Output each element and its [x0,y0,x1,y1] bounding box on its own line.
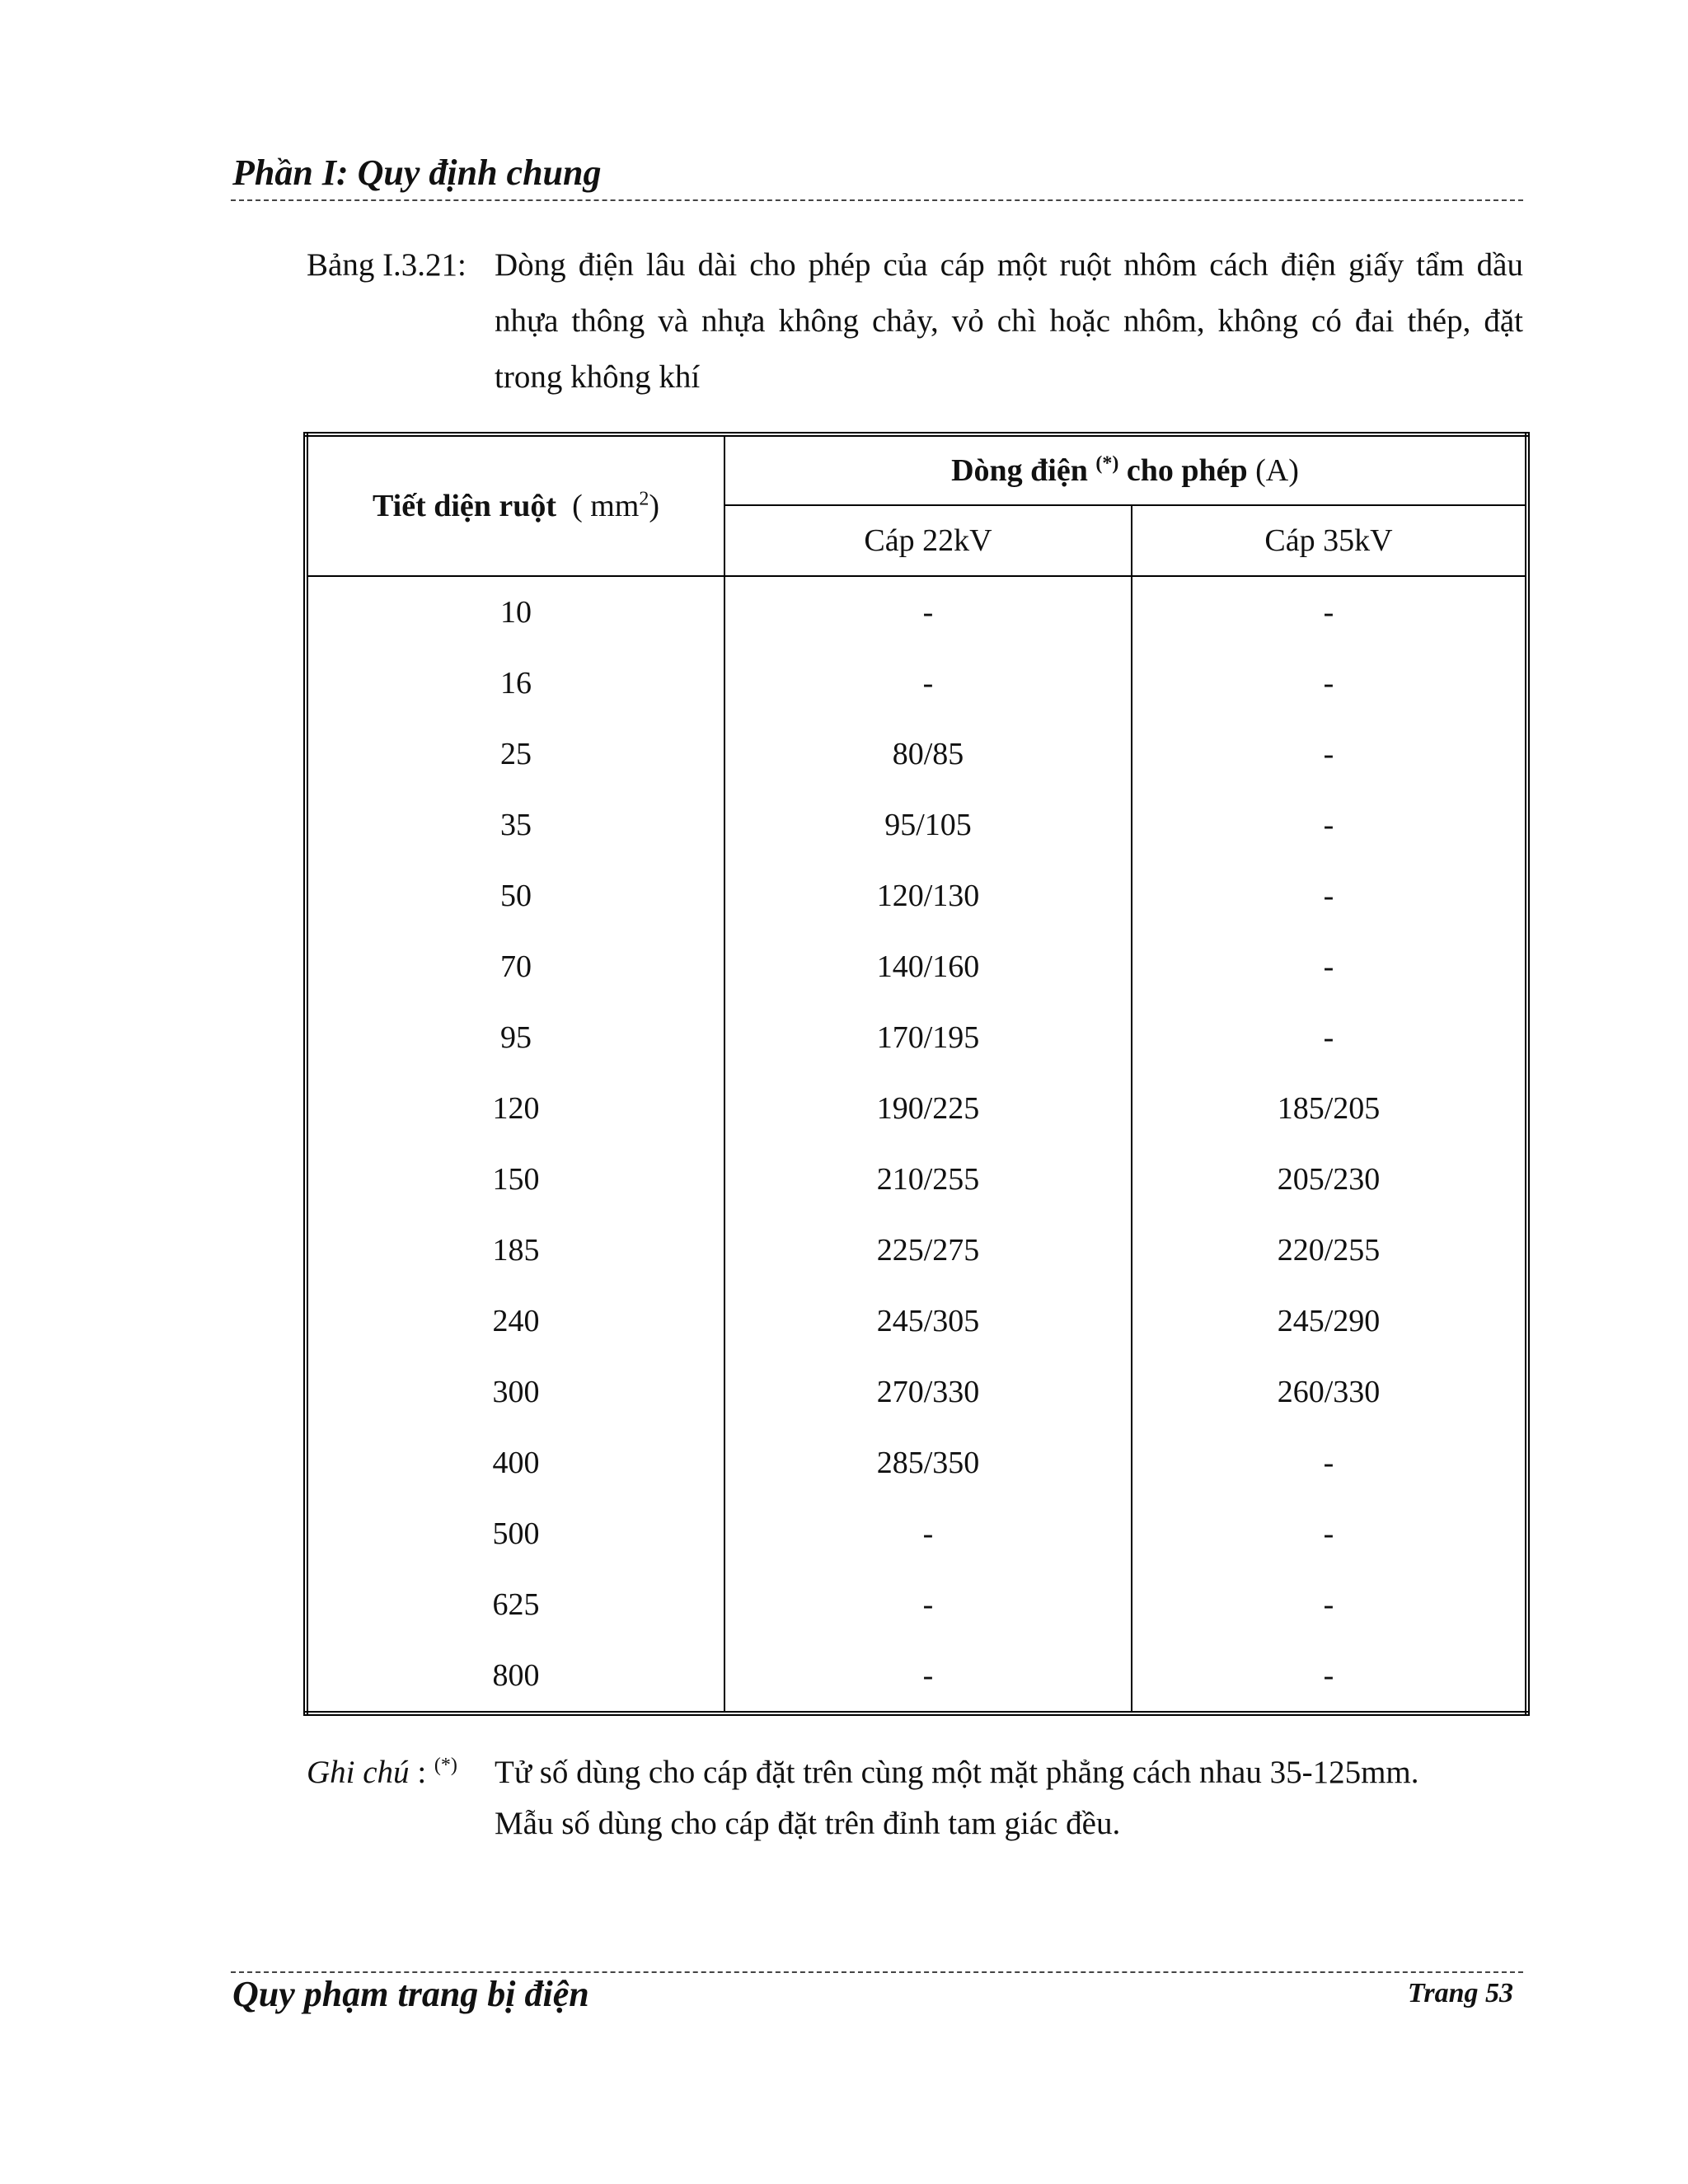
table-row [306,1427,1527,1498]
cell-cross-section: 16 [306,648,724,719]
cell-cap-35kv: - [1132,790,1527,860]
cell-cap-35kv: - [1132,648,1527,719]
cell-cap-22kv: 245/305 [724,1286,1132,1357]
cell-cap-35kv: 185/205 [1132,1073,1527,1144]
table-row [306,1640,1527,1713]
cell-cap-22kv: 285/350 [724,1427,1132,1498]
cell-cross-section: 150 [306,1144,724,1215]
table-row [306,1498,1527,1569]
cell-cap-22kv: 190/225 [724,1073,1132,1144]
cell-cap-35kv: - [1132,1569,1527,1640]
cell-cap-22kv: 170/195 [724,1002,1132,1073]
cell-cap-22kv: - [724,1569,1132,1640]
table-row [306,1144,1527,1215]
cell-cap-35kv: - [1132,860,1527,931]
note-line-1: Tử số dùng cho cáp đặt trên cùng một mặt phẳng cách nhau 35-125mm. [495,1755,1419,1790]
cell-cap-22kv: 270/330 [724,1357,1132,1427]
cell-cross-section: 625 [306,1569,724,1640]
cell-cap-22kv: - [724,576,1132,648]
table-row [306,1002,1527,1073]
table-note [307,1747,1523,1849]
table-row [306,576,1527,648]
cell-cross-section: 400 [306,1427,724,1498]
cell-cap-22kv: - [724,1640,1132,1713]
cell-cross-section: 50 [306,860,724,931]
cell-cap-35kv: 260/330 [1132,1357,1527,1427]
footer-title: Quy phạm trang bị điện [232,1974,589,2014]
cell-cross-section: 500 [306,1498,724,1569]
cell-cross-section: 240 [306,1286,724,1357]
cell-cap-35kv: 220/255 [1132,1215,1527,1286]
note-label: Ghi chú : (*) [307,1755,457,1790]
cell-cap-22kv: - [724,1498,1132,1569]
page-header-title: Phần I: Quy định chung [232,152,602,193]
cell-cap-35kv: - [1132,931,1527,1002]
cell-cap-22kv: 140/160 [724,931,1132,1002]
caption-label: Bảng I.3.21: [307,247,467,283]
table-row [306,1286,1527,1357]
cell-cross-section: 10 [306,576,724,648]
header-cross-section: Tiết diện ruột ( $mm^2$) [306,434,724,576]
cell-cap-22kv: 95/105 [724,790,1132,860]
header-divider [231,199,1523,201]
cell-cross-section: 300 [306,1357,724,1427]
header-cap-35kv: Cáp 35kV [1132,505,1527,576]
cell-cap-22kv: 120/130 [724,860,1132,931]
table-row [306,931,1527,1002]
cell-cross-section: 120 [306,1073,724,1144]
cell-cross-section: 25 [306,719,724,790]
table-row [306,860,1527,931]
note-line-2: Mẫu số dùng cho cáp đặt trên đỉnh tam giác đều. [495,1806,1121,1841]
table-row [306,790,1527,860]
cell-cap-35kv: - [1132,1427,1527,1498]
table-row [306,1215,1527,1286]
cell-cross-section: 800 [306,1640,724,1713]
table-row [306,1569,1527,1640]
ampacity-table [303,432,1530,1716]
cell-cap-35kv: - [1132,576,1527,648]
cell-cap-35kv: - [1132,1498,1527,1569]
table-row [306,648,1527,719]
cell-cap-35kv: 205/230 [1132,1144,1527,1215]
table-row [306,719,1527,790]
caption-text: Dòng điện lâu dài cho phép của cáp một ruột nhôm cách điện giấy tẩm dầu nhựa thông và nhựa không chảy, vỏ chì hoặc nhôm, không có đai thép, đặt trong không khí [495,247,1523,395]
cell-cross-section: 185 [306,1215,724,1286]
page-number: Trang 53 [1407,1978,1513,2008]
cell-cap-35kv: - [1132,719,1527,790]
cell-cap-35kv: 245/290 [1132,1286,1527,1357]
cell-cap-22kv: 80/85 [724,719,1132,790]
cell-cross-section: 70 [306,931,724,1002]
table-caption [307,237,1523,405]
cell-cross-section: 95 [306,1002,724,1073]
header-cap-22kv: Cáp 22kV [724,505,1132,576]
table-row [306,1357,1527,1427]
table-row [306,1073,1527,1144]
cell-cross-section: 35 [306,790,724,860]
cell-cap-22kv: 225/275 [724,1215,1132,1286]
cell-cap-35kv: - [1132,1002,1527,1073]
header-current-group: Dòng điện (*) cho phép (A) [724,434,1527,505]
cell-cap-22kv: 210/255 [724,1144,1132,1215]
cell-cap-35kv: - [1132,1640,1527,1713]
cell-cap-22kv: - [724,648,1132,719]
